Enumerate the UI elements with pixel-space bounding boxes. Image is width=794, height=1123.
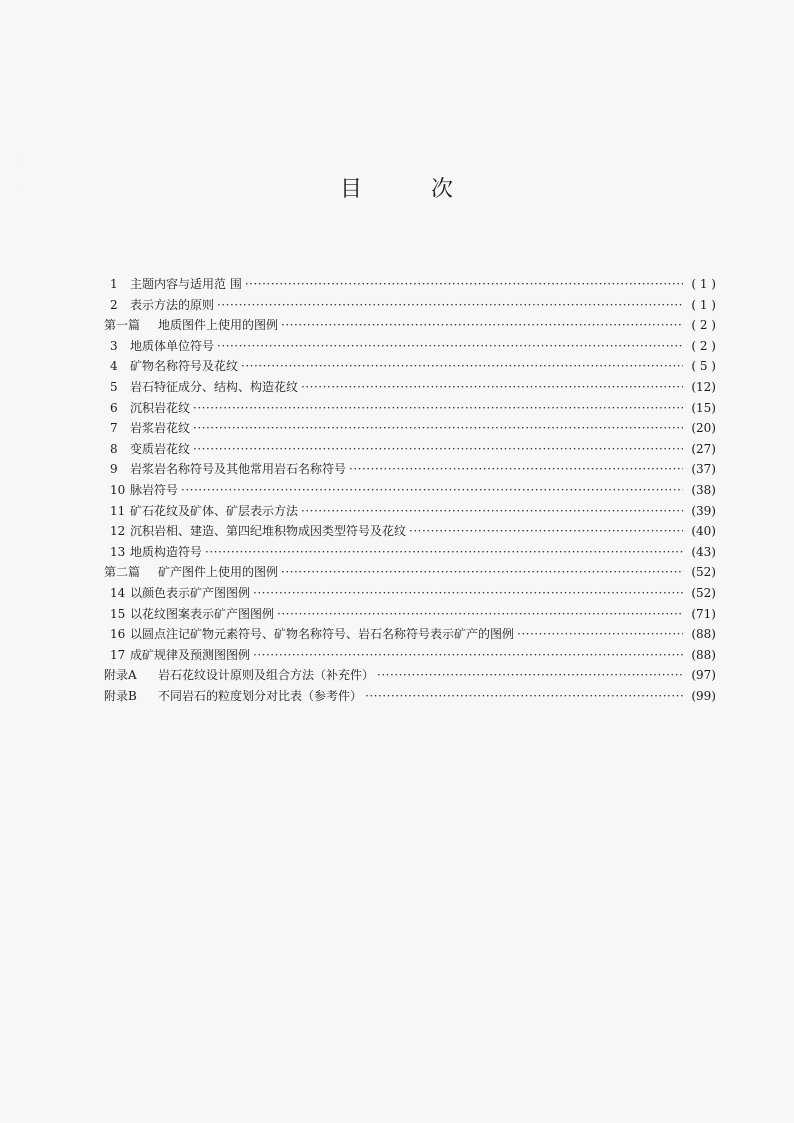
toc-leader-dots bbox=[517, 624, 683, 645]
toc-entry bbox=[104, 439, 716, 460]
toc-entry-page: (52) bbox=[691, 585, 716, 600]
toc-entry-title: 地质体单位符号 bbox=[130, 338, 215, 353]
toc-entry bbox=[104, 418, 716, 439]
toc-entry-page: (99) bbox=[691, 688, 716, 703]
toc-leader-dots bbox=[301, 501, 683, 522]
toc-entry-page: (52) bbox=[691, 565, 716, 580]
toc-entry-number: 4 bbox=[110, 359, 118, 374]
toc-entry bbox=[104, 624, 716, 645]
toc-entry bbox=[104, 542, 716, 563]
toc-leader-dots bbox=[365, 686, 683, 707]
toc-entry-page: (40) bbox=[691, 524, 716, 539]
toc-entry bbox=[104, 480, 716, 501]
toc-entry-number: 2 bbox=[110, 297, 118, 312]
toc-entry-page: (97) bbox=[691, 668, 716, 683]
toc-leader-dots bbox=[217, 336, 683, 357]
table-of-contents bbox=[104, 274, 716, 706]
toc-entry-page: ( 2 ) bbox=[691, 338, 716, 353]
toc-entry-page: ( 1 ) bbox=[691, 277, 716, 291]
toc-entry-title: 变质岩花纹 bbox=[130, 441, 191, 456]
toc-entry bbox=[104, 686, 716, 707]
toc-entry-title: 以花纹图案表示矿产图图例 bbox=[130, 606, 275, 621]
toc-entry-title: 矿产图件上使用的图例 bbox=[158, 565, 279, 580]
toc-entry-page: (20) bbox=[691, 421, 716, 436]
toc-entry-title: 不同岩石的粒度划分对比表（参考件） bbox=[158, 688, 363, 703]
toc-leader-dots bbox=[409, 521, 683, 542]
toc-entry bbox=[104, 274, 716, 295]
toc-entry-title: 成矿规律及预测图图例 bbox=[130, 647, 251, 662]
toc-entry-title: 沉积岩花纹 bbox=[130, 400, 191, 415]
toc-leader-dots bbox=[281, 562, 683, 583]
toc-entry-title: 矿石花纹及矿体、矿层表示方法 bbox=[130, 503, 299, 518]
toc-entry-title: 岩石特征成分、结构、构造花纹 bbox=[130, 379, 299, 394]
page-title bbox=[0, 172, 794, 203]
toc-leader-dots bbox=[241, 356, 683, 377]
toc-entry-number: 17 bbox=[110, 647, 126, 662]
toc-entry-number: 附录A bbox=[104, 668, 137, 683]
toc-entry-title: 沉积岩相、建造、第四纪堆积物成因类型符号及花纹 bbox=[130, 524, 407, 539]
toc-leader-dots bbox=[277, 604, 683, 625]
toc-entry-title: 岩浆岩名称符号及其他常用岩石名称符号 bbox=[130, 462, 347, 477]
toc-entry-number: 6 bbox=[110, 400, 118, 415]
toc-entry-page: ( 1 ) bbox=[691, 297, 716, 312]
toc-entry bbox=[104, 459, 716, 480]
toc-leader-dots bbox=[281, 315, 683, 336]
toc-entry-number: 15 bbox=[110, 606, 126, 621]
toc-entry-title: 岩浆岩花纹 bbox=[130, 421, 191, 436]
title-char-1: 目 bbox=[339, 177, 363, 202]
toc-entry-page: (38) bbox=[691, 482, 716, 497]
toc-entry-number: 16 bbox=[110, 627, 126, 642]
toc-entry bbox=[104, 336, 716, 357]
toc-entry-number: 3 bbox=[110, 338, 118, 353]
toc-leader-dots bbox=[193, 439, 683, 460]
toc-entry bbox=[104, 295, 716, 316]
toc-entry bbox=[104, 315, 716, 336]
toc-entry bbox=[104, 398, 716, 419]
toc-entry-page: (88) bbox=[691, 627, 716, 642]
toc-entry bbox=[104, 665, 716, 686]
toc-entry-title: 以颜色表示矿产图图例 bbox=[130, 585, 251, 600]
toc-leader-dots bbox=[349, 459, 683, 480]
toc-entry-page: (15) bbox=[691, 400, 716, 415]
toc-entry bbox=[104, 521, 716, 542]
toc-entry-page: ( 2 ) bbox=[691, 318, 716, 333]
toc-entry-number: 12 bbox=[110, 524, 126, 539]
toc-entry-number: 第二篇 bbox=[104, 565, 141, 580]
toc-entry-title: 地质图件上使用的图例 bbox=[158, 318, 279, 333]
toc-entry bbox=[104, 583, 716, 604]
toc-entry-page: (88) bbox=[691, 647, 716, 662]
toc-entry-number: 14 bbox=[110, 585, 126, 600]
toc-leader-dots bbox=[193, 418, 683, 439]
toc-entry bbox=[104, 645, 716, 666]
toc-entry-number: 第一篇 bbox=[104, 318, 141, 333]
toc-entry-title: 脉岩符号 bbox=[130, 482, 179, 497]
toc-leader-dots bbox=[301, 377, 683, 398]
toc-entry-title: 矿物名称符号及花纹 bbox=[130, 359, 239, 374]
toc-entry bbox=[104, 604, 716, 625]
toc-leader-dots bbox=[181, 480, 683, 501]
toc-leader-dots bbox=[377, 665, 683, 686]
toc-entry-number: 10 bbox=[110, 482, 126, 497]
scan-margin-marks: · · · bbox=[18, 150, 20, 192]
toc-entry-page: (39) bbox=[691, 503, 716, 518]
toc-entry-number: 13 bbox=[110, 544, 126, 559]
toc-entry-number: 11 bbox=[110, 503, 126, 518]
toc-entry-title: 岩石花纹设计原则及组合方法（补充件） bbox=[158, 668, 375, 683]
toc-entry-page: (43) bbox=[691, 544, 716, 559]
toc-entry-page: (37) bbox=[691, 462, 716, 477]
toc-entry-number: 附录B bbox=[104, 688, 137, 703]
toc-entry-page: (71) bbox=[691, 606, 716, 621]
toc-entry-title: 主题内容与适用范 围 bbox=[130, 277, 242, 291]
toc-entry-number: 5 bbox=[110, 379, 118, 394]
toc-entry-number: 7 bbox=[110, 421, 118, 436]
toc-leader-dots bbox=[193, 398, 683, 419]
toc-entry-title: 地质构造符号 bbox=[130, 544, 203, 559]
toc-entry-page: ( 5 ) bbox=[691, 359, 716, 374]
toc-leader-dots bbox=[253, 583, 683, 604]
toc-entry-title: 表示方法的原则 bbox=[130, 297, 215, 312]
toc-entry-title: 以圆点注记矿物元素符号、矿物名称符号、岩石名称符号表示矿产的图例 bbox=[130, 627, 515, 642]
toc-entry-page: (27) bbox=[691, 441, 716, 456]
toc-leader-dots bbox=[253, 645, 683, 666]
toc-leader-dots bbox=[245, 274, 683, 295]
toc-entry bbox=[104, 501, 716, 522]
toc-entry bbox=[104, 562, 716, 583]
toc-entry-number: 9 bbox=[110, 462, 118, 477]
title-char-2: 次 bbox=[431, 177, 455, 202]
toc-leader-dots bbox=[205, 542, 683, 563]
toc-entry bbox=[104, 356, 716, 377]
toc-entry-number: 1 bbox=[110, 277, 118, 291]
toc-leader-dots bbox=[217, 295, 683, 316]
toc-entry-page: (12) bbox=[691, 379, 716, 394]
toc-entry bbox=[104, 377, 716, 398]
toc-entry-number: 8 bbox=[110, 441, 118, 456]
